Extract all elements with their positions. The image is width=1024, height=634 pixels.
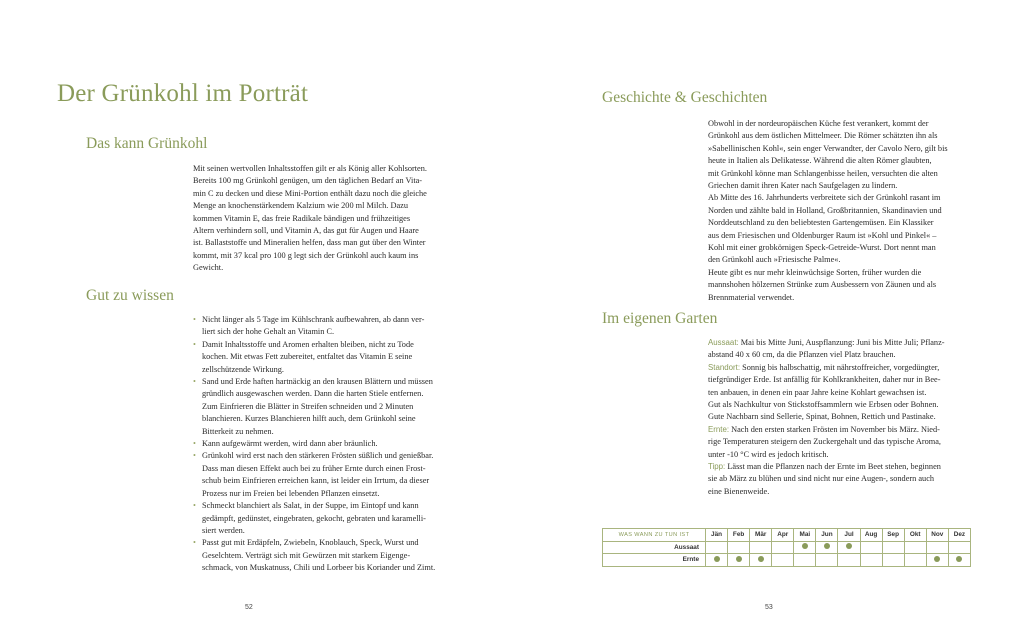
tip-line: Bitterkeit zu nehmen. <box>202 426 274 436</box>
page-number-right: 53 <box>765 604 773 611</box>
text-line: Mit seinen wertvollen Inhaltsstoffen gilt er als König aller Kohlsorten. <box>193 164 427 173</box>
line-text: Nach den ersten starken Frösten im November bis März. Nied- <box>729 424 940 434</box>
tip-line: gedämpft, gedünstet, eingebraten, gekocht, gebraten und karamelli- <box>202 513 426 523</box>
text-line: heute in Italien als Delikatesse. Während die alten Römer glaubten, <box>708 156 932 166</box>
calendar-cell <box>882 554 904 567</box>
text-line: aus dem Friesischen und Oldenburger Raum ist »Kohl und Pinkel« – <box>708 230 937 240</box>
tip-line: Sand und Erde haften hartnäckig an den krausen Blättern und müssen <box>202 377 433 387</box>
line-text: Gute Nachbarn sind Sellerie, Spinat, Bohnen, Rettich und Pastinake. <box>708 412 936 422</box>
calendar-cell <box>926 541 948 554</box>
tip-line: zellschützende Wirkung. <box>202 364 284 374</box>
tip-line: Prozess nur im Freien bei lebenden Pflanzen einsetzt. <box>202 488 380 498</box>
active-dot-icon <box>956 556 962 562</box>
tip-line: Nicht länger als 5 Tage im Kühlschrank aufbewahren, ab dann ver- <box>202 315 425 324</box>
text-line: Ab Mitte des 16. Jahrhunderts verbreitete sich der Grünkohl rasant im <box>708 193 941 203</box>
section-heading-geschichte: Geschichte & Geschichten <box>602 89 768 106</box>
text-line <box>708 362 1008 374</box>
text-line: Gewicht. <box>193 263 224 273</box>
text-line: min C zu decken und diese Mini-Portion enthält dazu noch die gleiche <box>193 188 427 198</box>
bullet-icon: • <box>193 439 196 449</box>
line-text: Lässt man die Pflanzen nach der Ernte im Beet stehen, beginnen <box>725 462 941 472</box>
calendar-cell <box>838 541 860 554</box>
tip-item <box>193 376 483 438</box>
active-dot-icon <box>846 543 852 549</box>
line-text: unter -10 °C wird es jedoch kritisch. <box>708 449 829 459</box>
bullet-icon: • <box>193 501 196 511</box>
tip-line: Damit Inhaltsstoffe und Aromen erhalten bleiben, nicht zu Tode <box>202 339 414 349</box>
calendar-cell <box>728 541 750 554</box>
tip-line: blanchieren. Kurzes Blanchieren hilft auch, dem Grünkohl seine <box>202 414 416 424</box>
tip-line: Zum Einfrieren die Blätter in Streifen schneiden und 2 Minuten <box>202 401 414 411</box>
month-feb: Feb <box>728 529 750 542</box>
line-text: ten anbauen, in denen ein paar Jahre keine Kohlart gewachsen ist. <box>708 387 927 397</box>
active-dot-icon <box>802 543 808 549</box>
calendar-cell <box>948 541 970 554</box>
inline-label: Standort: <box>708 362 741 372</box>
month-mai: Mai <box>794 529 816 542</box>
calendar-row <box>603 554 971 567</box>
text-line: Brennmaterial verwendet. <box>708 292 795 302</box>
tip-item <box>193 339 483 376</box>
tip-line: Grünkohl wird erst nach den stärkeren Frösten süßlich und genießbar. <box>202 451 434 461</box>
tip-item <box>193 450 483 500</box>
text-line: Menge an knochenstärkendem Kalzium wie 200 ml Milch. Dazu <box>193 201 408 211</box>
text-line: Grünkohl aus dem östlichen Mittelmeer. Die Römer schätzten ihn als <box>708 131 938 141</box>
active-dot-icon <box>714 556 720 562</box>
text-line: kommen Vitamin E, das freie Radikale bändigen und frühzeitiges <box>193 213 411 223</box>
text-line <box>708 374 1008 386</box>
calendar-cell <box>860 541 882 554</box>
text-line: mannshohen hölzernen Strünke zum Ausbessern von Zäunen und als <box>708 280 937 290</box>
calendar-cell <box>904 554 926 567</box>
inline-label: Aussaat: <box>708 338 739 347</box>
text-line: kommt, mit 37 kcal pro 100 g legt sich der Grünkohl auch kaum ins <box>193 250 419 260</box>
line-text: abstand 40 x 60 cm, da die Pflanzen viel Platz brauchen. <box>708 350 896 360</box>
bullet-icon: • <box>193 538 196 548</box>
text-line: Kohl mit einer grobkörnigen Speck-Getreide-Wurst. Dort nennt man <box>708 243 936 253</box>
tip-line: liert sich der hohe Gehalt an Vitamin C. <box>202 327 335 337</box>
line-text: eine Bienenweide. <box>708 486 770 496</box>
month-nov: Nov <box>926 529 948 542</box>
text-line <box>708 387 1008 399</box>
bullet-icon: • <box>193 451 196 461</box>
text-line: Bereits 100 mg Grünkohl genügen, um den täglichen Bedarf an Vita- <box>193 176 423 186</box>
calendar-cell <box>772 541 794 554</box>
calendar-row-label: Ernte <box>603 554 706 567</box>
tip-line: Passt gut mit Erdäpfeln, Zwiebeln, Knoblauch, Speck, Wurst und <box>202 538 419 548</box>
text-line: Norden und zählte bald in Holland, Großbritannien, Skandinavien und <box>708 205 942 215</box>
inline-label: Ernte: <box>708 424 730 434</box>
calendar-cell <box>794 541 816 554</box>
inline-label: Tipp: <box>708 462 726 472</box>
text-line: Norddeutschland zu den beliebtesten Gartengemüsen. Ein Klassiker <box>708 218 934 228</box>
tip-line: schmack, von Muskatnuss, Chili und Lorbeer bis Koriander und Zimt. <box>202 563 436 573</box>
month-okt: Okt <box>904 529 926 542</box>
text-line <box>708 411 1008 423</box>
text-line: Griechen damit ihren Kater nach Saufgelagen zu lindern. <box>708 181 898 191</box>
active-dot-icon <box>934 556 940 562</box>
bullet-icon: • <box>193 315 196 324</box>
active-dot-icon <box>736 556 742 562</box>
planting-calendar <box>602 528 971 567</box>
section-body-das-kann <box>193 163 483 275</box>
bullet-icon: • <box>193 339 196 349</box>
page-title: Der Grünkohl im Porträt <box>57 80 309 107</box>
calendar-cell <box>706 554 728 567</box>
calendar-cell <box>816 541 838 554</box>
text-line <box>708 337 1008 349</box>
month-dez: Dez <box>948 529 970 542</box>
tip-line: Schmeckt blanchiert als Salat, in der Suppe, im Eintopf und kann <box>202 501 419 511</box>
calendar-cell <box>728 554 750 567</box>
text-line <box>708 424 1008 436</box>
calendar-row <box>603 541 971 554</box>
text-line: »Sabellinischen Kohl«, sein enger Verwandter, der Cavolo Nero, gilt bis <box>708 143 948 153</box>
month-sep: Sep <box>882 529 904 542</box>
text-line <box>708 473 1008 485</box>
tip-line: gründlich ausgewaschen werden. Dann die harten Stiele entfernen. <box>202 389 424 399</box>
tips-list <box>193 314 483 575</box>
tip-line: kochen. Mit etwas Fett zubereitet, entfaltet das Vitamin E seine <box>202 352 413 362</box>
calendar-cell <box>948 554 970 567</box>
text-line: mit Grünkohl könne man Schlangenbisse heilen, versuchten die alten <box>708 168 938 178</box>
month-aug: Aug <box>860 529 882 542</box>
text-line <box>708 449 1008 461</box>
calendar-cell <box>926 554 948 567</box>
text-line <box>708 436 1008 448</box>
text-line <box>708 399 1008 411</box>
line-text: Sonnig bis halbschattig, mit nährstoffreicher, vorgedüngter, <box>740 362 940 372</box>
calendar-cell <box>750 554 772 567</box>
calendar-row-label: Aussaat <box>603 541 706 554</box>
tip-item <box>193 438 483 450</box>
section-body-geschichte <box>708 118 1008 304</box>
text-line: Altern verhindern soll, und Vitamin A, das gut für Augen und Haare <box>193 226 419 236</box>
tip-line: Dass man diesen Effekt auch bei zu früher Ernte durch einen Frost- <box>202 463 426 473</box>
page-number-left: 52 <box>245 604 253 611</box>
text-line: den Grünkohl auch »Friesische Palme«. <box>708 255 841 265</box>
tip-item <box>193 537 483 574</box>
calendar-cell <box>750 541 772 554</box>
calendar-cell <box>772 554 794 567</box>
text-line: ist. Ballaststoffe und Mineralien helfen, dass man gut über den Winter <box>193 238 426 248</box>
calendar-cell <box>882 541 904 554</box>
text-line: Heute gibt es nur mehr kleinwüchsige Sorten, früher wurden die <box>708 267 922 277</box>
tip-line: Kann aufgewärmt werden, wird dann aber bräunlich. <box>202 439 378 449</box>
text-line <box>708 486 1008 498</box>
calendar-header: WAS WANN ZU TUN IST <box>603 529 706 542</box>
line-text: sie ab März zu blühen und sind nicht nur eine Augen-, sondern auch <box>708 474 935 484</box>
line-text: rige Temperaturen steigern den Zuckergehalt und das typische Aroma, <box>708 437 941 447</box>
line-text: Mai bis Mitte Juni, Auspflanzung: Juni bis Mitte Juli; Pflanz- <box>738 338 945 347</box>
tip-item <box>193 500 483 537</box>
tip-line: schub beim Einfrieren erreichen kann, ist leider ein Irrtum, da dieser <box>202 476 430 486</box>
section-heading-garten: Im eigenen Garten <box>602 310 718 327</box>
month-jun: Jun <box>816 529 838 542</box>
bullet-icon: • <box>193 377 196 387</box>
month-jän: Jän <box>706 529 728 542</box>
calendar-cell <box>816 554 838 567</box>
text-line: Obwohl in der nordeuropäischen Küche fest verankert, kommt der <box>708 119 929 128</box>
active-dot-icon <box>824 543 830 549</box>
month-mär: Mär <box>750 529 772 542</box>
calendar-cell <box>706 541 728 554</box>
section-heading-gut-zu-wissen: Gut zu wissen <box>86 287 174 304</box>
tip-line: Geselchtem. Verträgt sich mit Gewürzen mit starkem Eigenge- <box>202 550 411 560</box>
text-line <box>708 461 1008 473</box>
line-text: tiefgründiger Erde. Ist anfällig für Kohlkrankheiten, daher nur in Bee- <box>708 375 941 385</box>
line-text: Gut als Nachkultur von Stickstoffsammlern wie Erbsen oder Bohnen. <box>708 400 939 410</box>
calendar-cell <box>794 554 816 567</box>
tip-line: siert werden. <box>202 525 245 535</box>
section-body-garten <box>708 337 1008 498</box>
active-dot-icon <box>758 556 764 562</box>
tip-item <box>193 314 483 339</box>
calendar-cell <box>838 554 860 567</box>
calendar-cell <box>860 554 882 567</box>
text-line <box>708 349 1008 361</box>
month-apr: Apr <box>772 529 794 542</box>
calendar-cell <box>904 541 926 554</box>
section-heading-das-kann: Das kann Grünkohl <box>86 135 208 152</box>
month-jul: Jul <box>838 529 860 542</box>
